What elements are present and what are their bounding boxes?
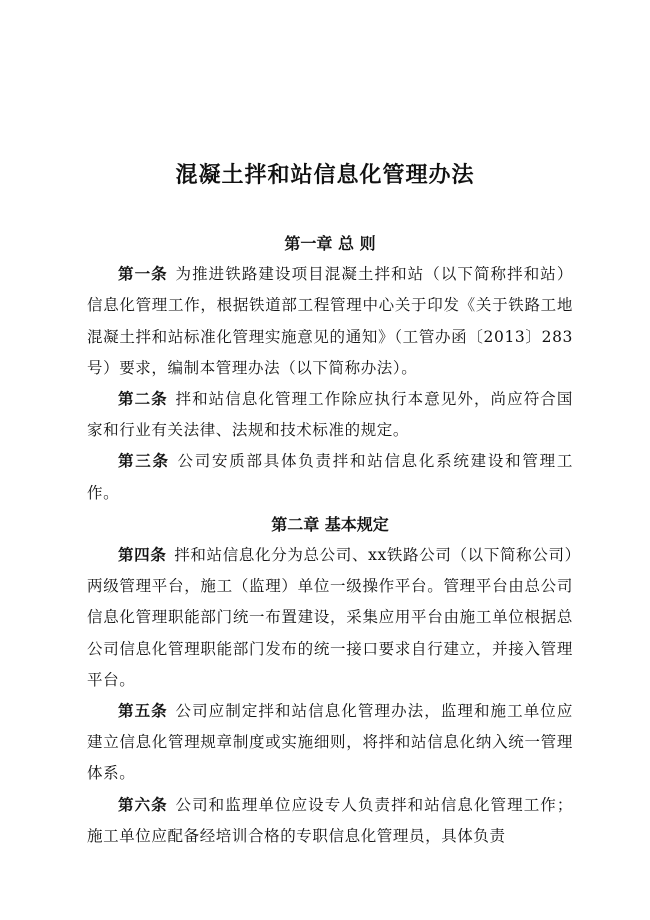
- article-text: 拌和站信息化管理工作除应执行本意见外，尚应符合国家和行业有关法律、法规和技术标准的规定。: [87, 390, 573, 440]
- article-text: 公司安质部具体负责拌和站信息化系统建设和管理工作。: [87, 452, 573, 502]
- article-paragraph: [87, 446, 573, 508]
- article-paragraph: [87, 540, 573, 696]
- article-paragraph: [87, 259, 573, 384]
- article-text: 拌和站信息化分为总公司、xx铁路公司（以下简称公司）两级管理平台，施工（监理）单位一级操作平台。管理平台由总公司信息化管理职能部门统一布置建设，采集应用平台由施工单位根据总公司信息化管理职能部门发布的统一接口要求自行建立，并接入管理平台。: [87, 546, 573, 689]
- article-label: 第二条: [118, 390, 168, 408]
- chapter-heading: 第一章 总 则: [284, 234, 376, 253]
- article-label: 第一条: [118, 265, 168, 284]
- article-paragraph: [87, 790, 573, 852]
- article-text: 为推进铁路建设项目混凝土拌和站（以下简称拌和站）信息化管理工作，根据铁道部工程管理中心关于印发《关于铁路工地混凝土拌和站标准化管理实施意见的通知》（工管办函〔2013〕283号）要求，编制本管理办法（以下简称办法）。: [87, 265, 573, 377]
- article-text: 公司和监理单位应设专人负责拌和站信息化管理工作；施工单位应配备经培训合格的专职信息化管理员，具体负责: [87, 795, 573, 845]
- article-label: 第三条: [118, 452, 170, 471]
- chapter-heading: 第二章 基本规定: [271, 514, 389, 534]
- document-body: [87, 228, 573, 852]
- article-paragraph: [87, 384, 573, 446]
- article-label: 第四条: [118, 546, 167, 564]
- article-label: 第五条: [118, 702, 168, 721]
- article-paragraph: [87, 696, 573, 790]
- document-title: 混凝土拌和站信息化管理办法: [175, 163, 475, 188]
- article-text: 公司应制定拌和站信息化管理办法，监理和施工单位应建立信息化管理规章制度或实施细则，将拌和站信息化纳入统一管理体系。: [87, 702, 573, 783]
- article-label: 第六条: [118, 795, 168, 814]
